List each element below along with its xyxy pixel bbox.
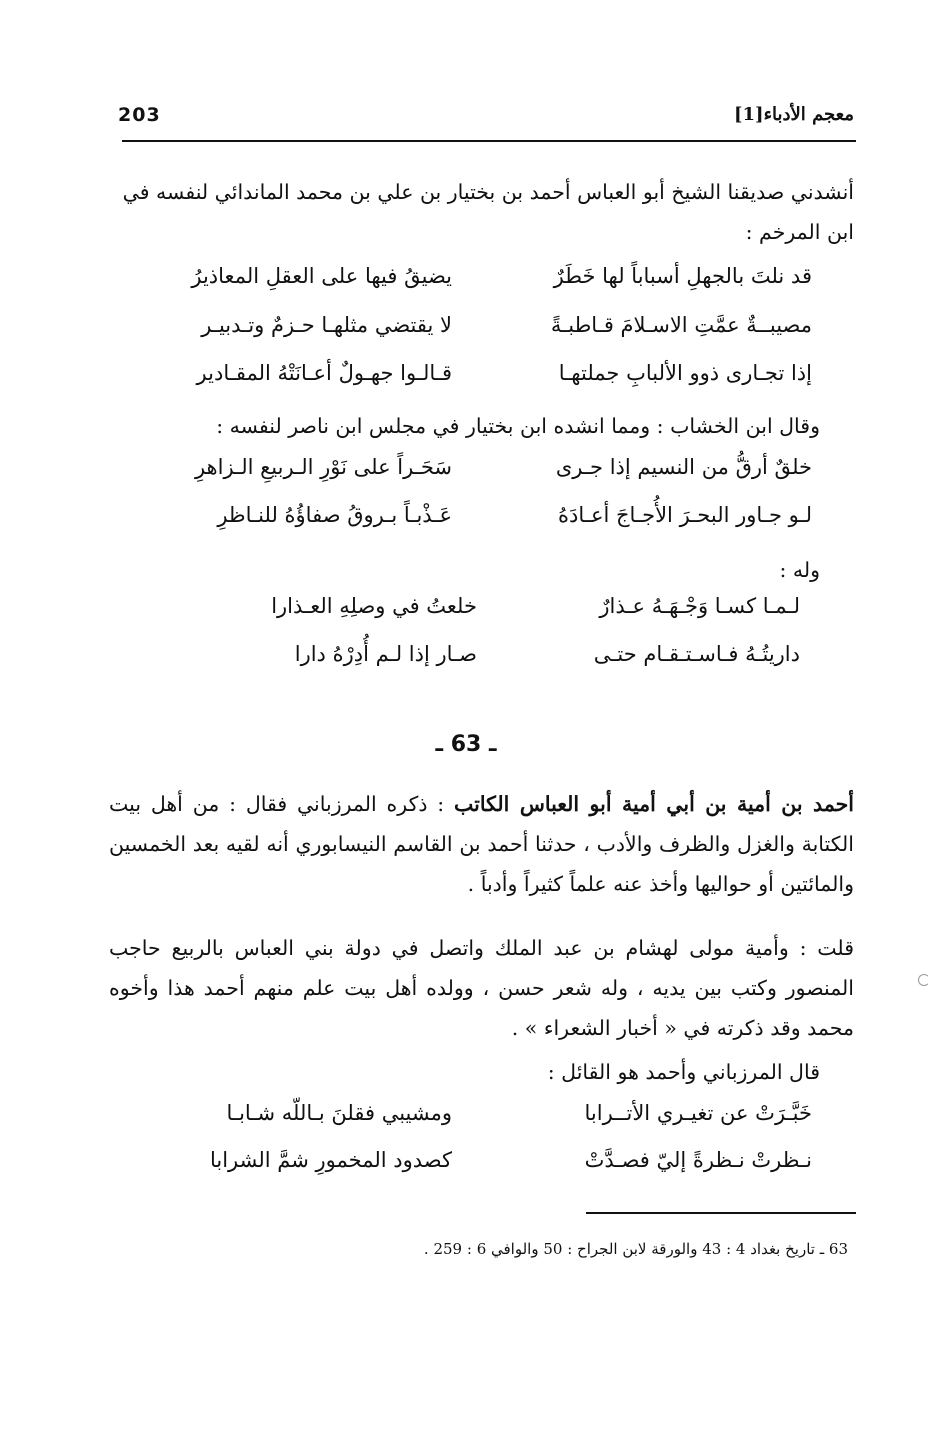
hemistich-first: إذا تجـارى ذوو الألبابِ جملتهـا — [558, 361, 812, 385]
hemistich-second: قـالـوا جهـولٌ أعـانَتْهُ المقـادير — [196, 361, 452, 385]
entry-paragraph-3: قال المرزباني وأحمد هو القائل : — [547, 1060, 820, 1084]
intro-paragraph: أنشدني صديقنا الشيخ أبو العباس أحمد بن بختيار بن علي بن محمد الماندائي لنفسه في ابن المرخم : — [122, 180, 854, 244]
footnote: 63 ـ تاريخ بغداد 4 : 43 والورقة لابن الجراح : 50 والوافي 6 : 259 . — [423, 1240, 848, 1258]
footnote-rule — [586, 1212, 856, 1214]
entry-number: ـ 63 ـ — [435, 732, 497, 757]
hemistich-second: عَـذْبـاً بـروقُ صفاؤُهُ للنـاظرِ — [217, 503, 452, 527]
poem2-verse-1 — [122, 455, 812, 495]
poem4-verse-2 — [122, 1148, 812, 1188]
margin-mark-icon — [918, 974, 930, 986]
wa-lahu-line: وله : — [779, 558, 820, 582]
hemistich-first: لـمـا كسـا وَجْـهَـهُ عـذارٌ — [599, 594, 800, 618]
hemistich-first: داريتُـهُ فـاسـتـقـام حتـى — [593, 642, 800, 666]
header-rule — [122, 140, 856, 142]
hemistich-second: ومشيبي فقلنَ بـاللّه شـابـا — [226, 1101, 452, 1125]
entry-paragraph-1-body: : ذكره المرزباني فقال : من أهل بيت الكتابة والغزل والظرف والأدب ، حدثنا أحمد بن القاسم النيسابوري أنه لقيه بعد الخمسين والمائتين أو حواليها وأخذ عنه علماً كثيراً وأدباً . — [109, 792, 854, 896]
poem3-verse-2 — [122, 642, 812, 682]
entry-paragraph-2: قلت : وأمية مولى لهشام بن عبد الملك واتصل في دولة بني العباس بالربيع حاجب المنصور وكتب بين يديه ، وله شعر حسن ، وولده أهل بيت علم منهم أحمد هذا وأخوه محمد وقد ذكرته في « أخبار الشعراء » . — [109, 936, 854, 1040]
hemistich-first: لـو جـاور البحـرَ الأُجـاجَ أعـادَهُ — [558, 503, 812, 527]
khashshab-paragraph: وقال ابن الخشاب : ومما انشده ابن بختيار في مجلس ابن ناصر لنفسه : — [216, 414, 820, 438]
hemistich-second: صـار إذا لـم أُدِرْهُ دارا — [294, 642, 477, 666]
poem4-verse-1 — [122, 1101, 812, 1141]
hemistich-second: كصدود المخمورِ شمَّ الشرابا — [209, 1148, 452, 1172]
running-title: معجم الأدباء[1] — [733, 104, 854, 125]
page-number: 203 — [118, 104, 161, 126]
poem1-verse-2 — [122, 313, 812, 353]
hemistich-first: مصيبــةٌ عمَّتِ الاسـلامَ قـاطبـةً — [550, 313, 812, 337]
poem2-verse-2 — [122, 503, 812, 543]
hemistich-second: لا يقتضي مثلهـا حـزمٌ وتـدبيـر — [201, 313, 452, 337]
hemistich-first: نـظرتْ نـظرةً إليّ فصـدَّتْ — [584, 1148, 812, 1172]
poem1-verse-1 — [122, 264, 812, 304]
hemistich-first: قد نلتَ بالجهلِ أسباباً لها خَطَرٌ — [553, 264, 812, 288]
poem3-verse-1 — [122, 594, 812, 634]
poem1-verse-3 — [122, 361, 812, 401]
entry-name: أحمد بن أمية بن أبي أمية أبو العباس الكاتب — [454, 792, 854, 816]
hemistich-second: سَحَـراً على نَوْرِ الـربيعِ الـزاهرِ — [194, 455, 452, 479]
hemistich-second: يضيقُ فيها على العقلِ المعاذيرُ — [191, 264, 452, 288]
entry-paragraph-1 — [109, 784, 854, 904]
hemistich-first: خَبَّـرَتْ عن تغيـري الأتــرابا — [584, 1101, 812, 1125]
hemistich-first: خلقٌ أرقُّ من النسيم إذا جـرى — [555, 455, 812, 479]
hemistich-second: خلعتُ في وصلِهِ العـذارا — [271, 594, 477, 618]
